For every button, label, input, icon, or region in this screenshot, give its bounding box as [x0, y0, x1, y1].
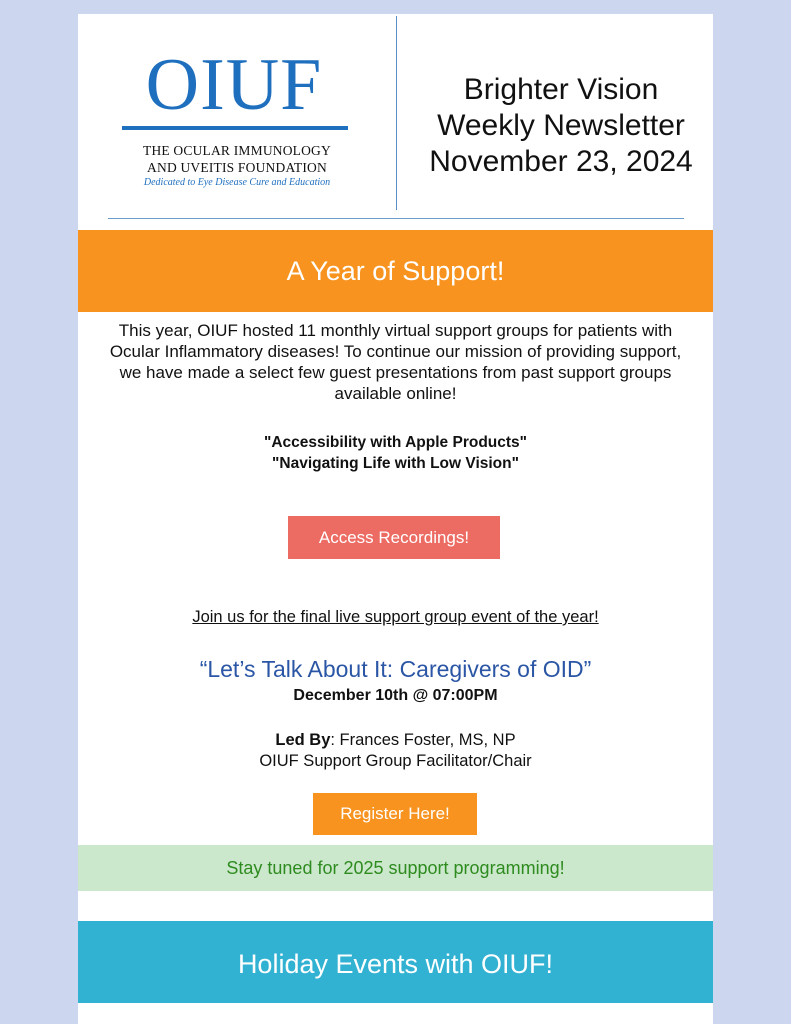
section-heading-holiday: Holiday Events with OIUF! [78, 921, 713, 1003]
logo-rule [122, 126, 348, 130]
leader-name-line [108, 730, 683, 751]
header-rule [108, 218, 684, 219]
section-heading-support: A Year of Support! [78, 230, 713, 312]
logo-wordmark: OIUF [145, 44, 323, 126]
support-intro-text: This year, OIUF hosted 11 monthly virtual support groups for patients with Ocular Inflammatory diseases! To continue our mission of providing support, we have made a select few guest presentations from past support groups available online! [109, 321, 682, 403]
presentation-titles [108, 432, 683, 474]
newsletter-masthead [416, 72, 706, 180]
org-name-line2: AND UVEITIS FOUNDATION [147, 160, 327, 175]
led-by-label: Led By [275, 731, 331, 749]
event-leader [108, 730, 683, 772]
presentation-title-apple: "Accessibility with Apple Products" [263, 434, 528, 451]
oiuf-logo [122, 44, 352, 188]
org-name-line1: THE OCULAR IMMUNOLOGY [143, 143, 331, 158]
org-tagline: Dedicated to Eye Disease Cure and Education [143, 177, 331, 188]
masthead-subtitle: Weekly Newsletter [437, 109, 685, 142]
leader-name: : Frances Foster, MS, NP [330, 731, 516, 749]
masthead-date: November 23, 2024 [429, 145, 693, 178]
final-event-link[interactable]: Join us for the final live support group event of the year! [192, 608, 599, 626]
org-name [122, 142, 352, 176]
presentation-title-low-vision: "Navigating Life with Low Vision" [272, 455, 519, 472]
event-date: December 10th @ 07:00PM [293, 687, 498, 704]
event-title: “Let’s Talk About It: Caregivers of OID” [199, 656, 592, 682]
access-recordings-button[interactable]: Access Recordings! [288, 516, 500, 559]
newsletter-page [78, 14, 713, 1024]
header-divider [396, 16, 397, 210]
leader-role: OIUF Support Group Facilitator/Chair [259, 752, 532, 770]
stay-tuned-banner: Stay tuned for 2025 support programming! [78, 845, 713, 891]
masthead-title: Brighter Vision [463, 73, 659, 106]
register-button[interactable]: Register Here! [313, 793, 477, 835]
